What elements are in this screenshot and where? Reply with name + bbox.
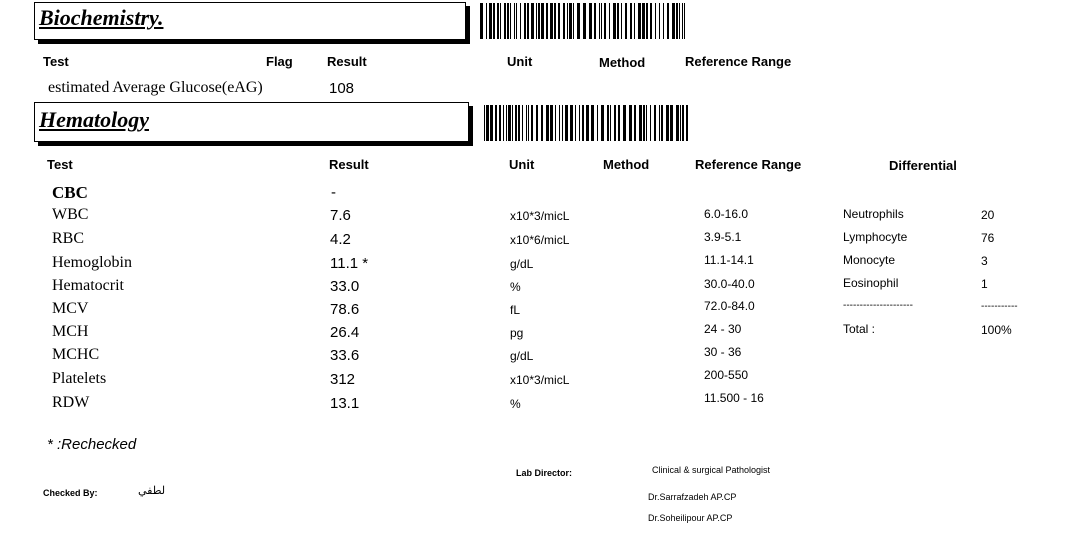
hematology-title: Hematology — [39, 107, 149, 132]
bio-header-method: Method — [599, 55, 646, 70]
row-result: 4.2 — [330, 231, 351, 248]
row-unit: pg — [510, 326, 524, 340]
biochemistry-banner — [34, 2, 466, 40]
differential-divider: --------------------- — [843, 300, 913, 311]
row-unit: x10*3/micL — [510, 373, 570, 387]
differential-value: 20 — [981, 208, 995, 222]
director-name-2: Dr.Soheilipour AP.CP — [648, 513, 733, 523]
director-name-1: Dr.Sarrafzadeh AP.CP — [648, 492, 737, 502]
director-title: Clinical & surgical Pathologist — [652, 465, 771, 475]
row-result: 7.6 — [330, 207, 351, 224]
differential-name: Neutrophils — [843, 207, 904, 221]
biochemistry-barcode — [480, 3, 685, 39]
checked-by-name: لطفي — [138, 485, 166, 497]
row-result: 13.1 — [330, 395, 360, 412]
hematology-banner — [34, 102, 469, 142]
cbc-group-name: CBC — [52, 183, 88, 202]
row-test-name: RDW — [52, 394, 90, 411]
row-unit: g/dL — [510, 257, 534, 271]
bio-header-result: Result — [327, 54, 367, 69]
row-result: 26.4 — [330, 324, 360, 341]
differential-value: 76 — [981, 231, 995, 245]
row-test-name: MCV — [52, 300, 89, 317]
hem-header-reference: Reference Range — [695, 157, 802, 172]
row-reference: 24 - 30 — [704, 322, 742, 336]
row-unit: fL — [510, 303, 521, 317]
hem-header-differential: Differential — [889, 158, 957, 173]
bio-test-name: estimated Average Glucose(eAG) — [48, 79, 263, 96]
differential-name: Eosinophil — [843, 276, 899, 290]
row-reference: 200-550 — [704, 368, 749, 382]
hem-header-result: Result — [329, 157, 369, 172]
differential-total-value: 100% — [981, 323, 1012, 337]
rechecked-note: * :Rechecked — [47, 436, 137, 453]
row-reference: 11.1-14.1 — [704, 253, 754, 267]
row-unit: x10*6/micL — [510, 233, 570, 247]
row-result: 33.6 — [330, 347, 360, 364]
row-test-name: Platelets — [52, 370, 107, 387]
bio-header-test: Test — [43, 54, 69, 69]
hem-header-unit: Unit — [509, 157, 535, 172]
biochemistry-title: Biochemistry. — [39, 5, 164, 30]
checked-by-label: Checked By: — [43, 488, 98, 498]
differential-name: Monocyte — [843, 253, 896, 267]
bio-header-unit: Unit — [507, 54, 533, 69]
row-result: 33.0 — [330, 278, 360, 295]
row-reference: 30.0-40.0 — [704, 277, 755, 291]
differential-total-label: Total : — [843, 322, 876, 336]
row-reference: 30 - 36 — [704, 345, 742, 359]
row-unit: x10*3/micL — [510, 209, 570, 223]
differential-value: 1 — [981, 277, 988, 291]
row-test-name: Hemoglobin — [52, 254, 132, 271]
row-result: 11.1 * — [330, 255, 369, 272]
row-reference: 3.9-5.1 — [704, 230, 742, 244]
row-test-name: RBC — [52, 230, 85, 247]
cbc-group-result: - — [331, 184, 336, 201]
differential-divider: ----------- — [981, 301, 1018, 312]
hem-header-test: Test — [47, 157, 73, 172]
row-unit: % — [510, 397, 521, 411]
row-result: 78.6 — [330, 301, 360, 318]
bio-header-flag: Flag — [266, 54, 293, 69]
row-reference: 6.0-16.0 — [704, 207, 749, 221]
lab-director-label: Lab Director: — [516, 468, 573, 478]
row-test-name: MCH — [52, 323, 89, 340]
row-test-name: WBC — [52, 206, 89, 223]
row-test-name: MCHC — [52, 346, 100, 363]
row-test-name: Hematocrit — [52, 277, 124, 294]
bio-header-reference: Reference Range — [685, 54, 792, 69]
row-reference: 72.0-84.0 — [704, 299, 755, 313]
row-unit: g/dL — [510, 349, 534, 363]
row-result: 312 — [330, 371, 356, 388]
differential-value: 3 — [981, 254, 988, 268]
hem-header-method: Method — [603, 157, 650, 172]
row-unit: % — [510, 280, 521, 294]
row-reference: 11.500 - 16 — [704, 391, 764, 405]
bio-test-result: 108 — [329, 80, 355, 97]
differential-name: Lymphocyte — [843, 230, 908, 244]
hematology-barcode — [484, 105, 689, 141]
